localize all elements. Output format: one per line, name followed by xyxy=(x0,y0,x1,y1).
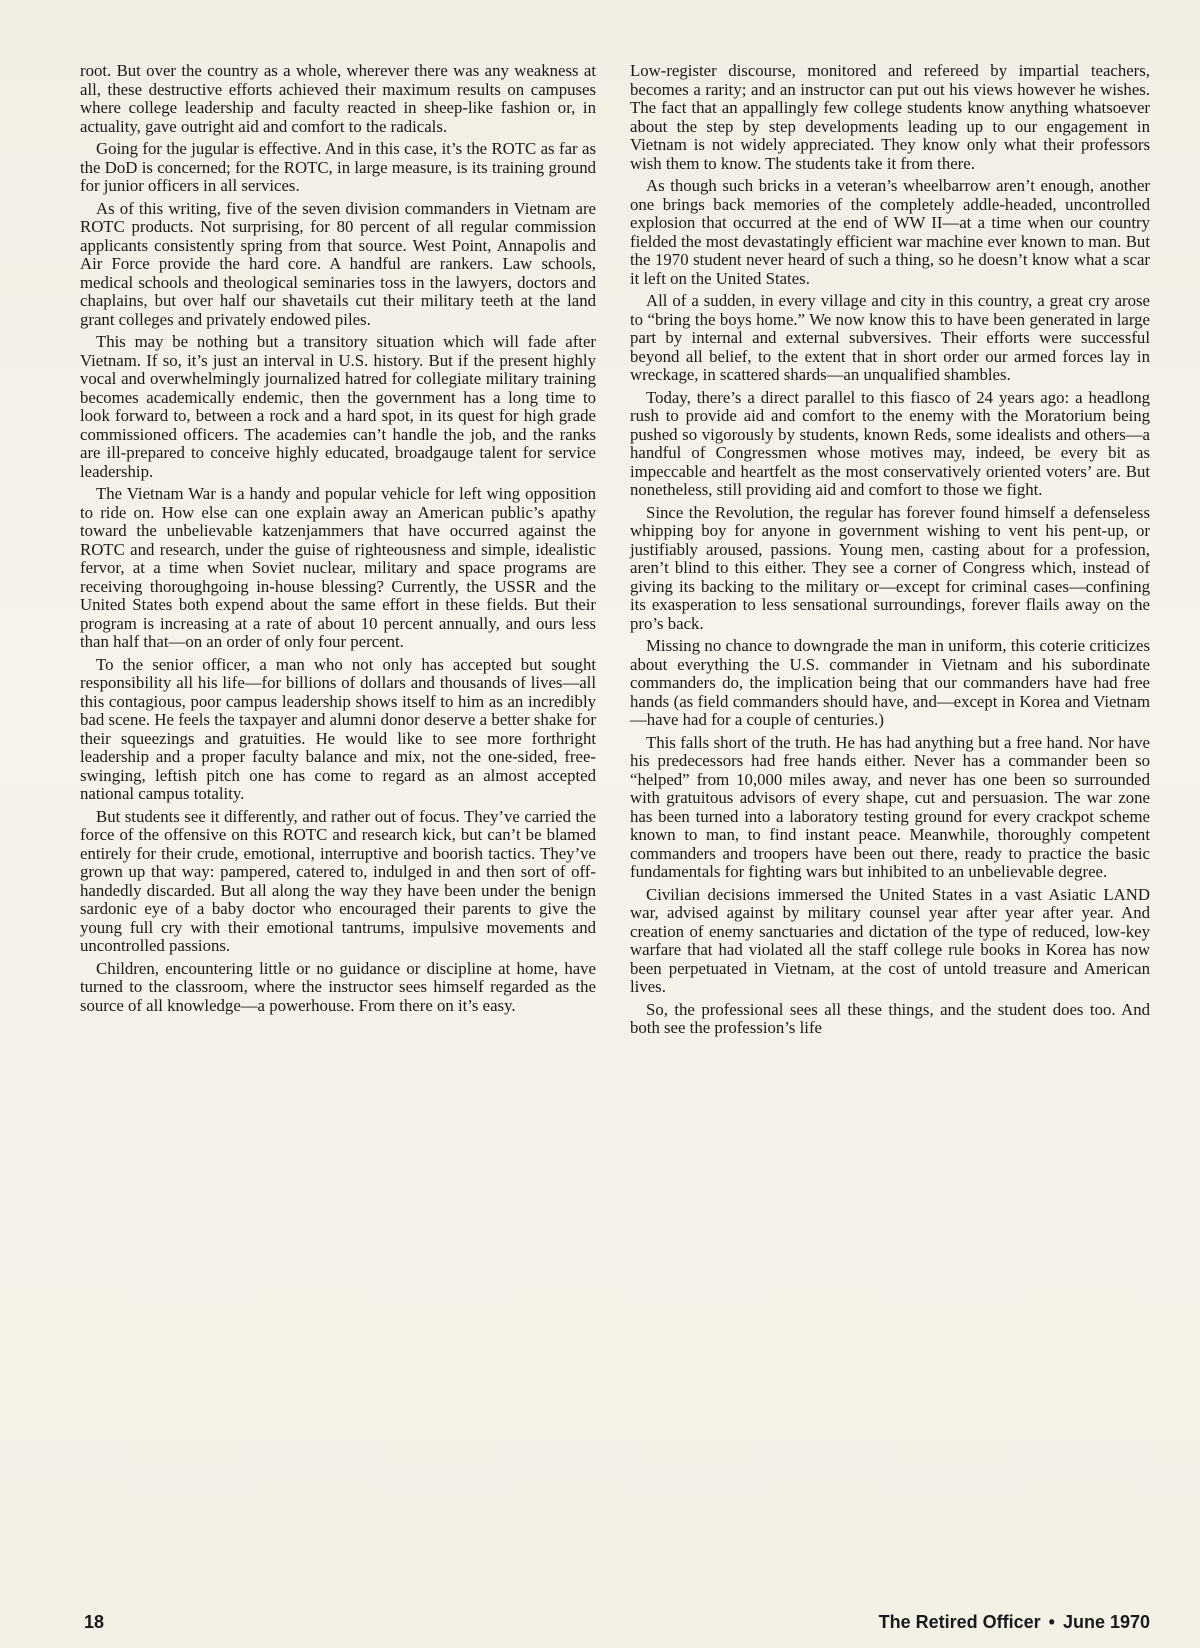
page-number: 18 xyxy=(84,1612,105,1632)
paragraph: Going for the jugular is effective. And in this case, it’s the ROTC as far as the DoD is concerned; for the ROTC, in large measure, is its training ground for junior officers in all services. xyxy=(80,139,596,195)
paragraph: This falls short of the truth. He has had anything but a free hand. Nor have his predecessors had free hands either. Never has a commander been so “helped” from 10,000 miles away, and never has one been so surrounded with gratuitous advisors of every shape, cut and persuasion. The war zone has been turned into a laboratory testing ground for every crackpot scheme known to man, to find instant peace. Meanwhile, thoroughly competent commanders and troopers have been out there, ready to practice the basic fundamentals for fighting wars but inhibited to an unbelievable degree. xyxy=(630,732,1150,881)
paragraph: Low-register discourse, monitored and refereed by impartial teachers, becomes a rarity; and an instructor can put out his views however he wishes. The fact that an appallingly few college students know anything whatsoever about the step by step developments leading up to our engagement in Vietnam is not widely appreciated. They know only what their professors wish them to know. The students take it from there. xyxy=(630,61,1150,173)
separator-bullet: • xyxy=(1048,1612,1055,1632)
left-column xyxy=(80,62,596,1019)
paragraph: As of this writing, five of the seven division commanders in Vietnam are ROTC products. Not surprising, for 80 percent of all regular commission applicants consistently spring from that source. West Point, Annapolis and Air Force provide the hard core. A handful are rankers. Law schools, medical schools and theological seminaries toss in the lawyers, doctors and chaplains, but over half our shavetails cut their military teeth at the land grant colleges and privately endowed piles. xyxy=(80,198,596,329)
right-column xyxy=(630,62,1150,1042)
paragraph: The Vietnam War is a handy and popular vehicle for left wing opposition to ride on. How else can one explain away an American public’s apathy toward the unbelievable katzenjammers that have occurred against the ROTC and research, under the guise of righteousness and simple, idealistic fervor, at a time when Soviet nuclear, military and space programs are receiving thoroughgoing in-house blessing? Currently, the USSR and the United States both expend about the same effort in these fields. But their program is increasing at a rate of about 10 percent annually, and ours less than half that—on an order of only four percent. xyxy=(80,484,596,651)
paragraph: root. But over the country as a whole, wherever there was any weakness at all, these destructive efforts achieved their maximum results on campuses where college leadership and faculty reacted in sheep-like fashion or, in actuality, gave outright aid and comfort to the radicals. xyxy=(80,61,596,136)
paragraph: As though such bricks in a veteran’s wheelbarrow aren’t enough, another one brings back memories of the completely addle-headed, uncontrolled explosion that occurred at the end of WW II—at a time when our country fielded the most devastatingly efficient war machine ever known to man. But the 1970 student never heard of such a thing, so he doesn’t know what a scar it left on the United States. xyxy=(630,176,1150,288)
page-footer xyxy=(80,1612,1150,1638)
paragraph: Since the Revolution, the regular has forever found himself a defenseless whipping boy for anyone in government wishing to vent his pent-up, or justifiably aroused, passions. Young men, casting about for a profession, aren’t blind to this either. They see a corner of Congress which, instead of giving its backing to the military or—except for criminal cases—confining its exasperation to less sensational surroundings, forever flails away on the pro’s back. xyxy=(630,502,1150,633)
paragraph: But students see it differently, and rather out of focus. They’ve carried the force of the offensive on this ROTC and research kick, but can’t be blamed entirely for their crude, emotional, interruptive and boorish tactics. They’ve grown up that way: pampered, catered to, indulged in and then sort of off-handedly discarded. But all along the way they have been under the benign sardonic eye of a baby doctor who encouraged their parents to give the young full cry with their emotional tantrums, impulsive movements and uncontrolled passions. xyxy=(80,806,596,955)
paragraph: So, the professional sees all these things, and the student does too. And both see the profession’s life xyxy=(630,999,1150,1037)
paragraph: Civilian decisions immersed the United States in a vast Asiatic LAND war, advised against by military counsel year after year after year. And creation of enemy sanctuaries and dictation of the type of reduced, low-key warfare that had violated all the staff college rule books in Korea has now been perpetuated in Vietnam, at the cost of untold treasure and American lives. xyxy=(630,884,1150,996)
paragraph: Today, there’s a direct parallel to this fiasco of 24 years ago: a headlong rush to provide aid and comfort to the enemy with the Moratorium being pushed so vigorously by students, known Reds, some idealists and others—a handful of Congressmen whose motives may, indeed, be every bit as impeccable and heartfelt as the most conservatively oriented voters’ are. But nonetheless, still providing aid and comfort to those we fight. xyxy=(630,387,1150,499)
publication-line xyxy=(879,1612,1150,1633)
paragraph: To the senior officer, a man who not only has accepted but sought responsibility all his life—for billions of dollars and thousands of lives—all this contagious, poor campus leadership shows itself to him as an incredibly bad scene. He feels the taxpayer and alumni donor deserve a better shake for their squeezings and gratuities. He would like to see more forthright leadership and a proper faculty balance and mix, not the one-sided, free-swinging, leftish pitch one has come to regard as an almost accepted national campus totality. xyxy=(80,654,596,803)
paragraph: All of a sudden, in every village and city in this country, a great cry arose to “bring the boys home.” We now know this to have been generated in large part by internal and external subversives. Their efforts were successful beyond all belief, to the extent that in short order our armed forces lay in wreckage, in scattered shards—an unqualified shambles. xyxy=(630,291,1150,384)
issue-date: June 1970 xyxy=(1062,1612,1150,1632)
paragraph: Children, encountering little or no guidance or discipline at home, have turned to the classroom, where the instructor sees himself regarded as the source of all knowledge—a powerhouse. From there on it’s easy. xyxy=(80,958,596,1015)
paragraph: Missing no chance to downgrade the man in uniform, this coterie criticizes about everything the U.S. commander in Vietnam and his subordinate commanders do, the implication being that our commanders have had free hands (as field commanders should have, and—except in Korea and Vietnam—have had for a couple of centuries.) xyxy=(630,636,1150,729)
publication-title: The Retired Officer xyxy=(878,1612,1041,1632)
paragraph: This may be nothing but a transitory situation which will fade after Vietnam. If so, it’s just an interval in U.S. history. But if the present highly vocal and overwhelmingly journalized hatred for collegiate military training becomes academically endemic, then the government has a long time to look forward to, between a rock and a hard spot, in its quest for high grade commissioned officers. The academies can’t handle the job, and the ranks are ill-prepared to conceive highly educated, broadgauge talent for service leadership. xyxy=(80,332,596,481)
